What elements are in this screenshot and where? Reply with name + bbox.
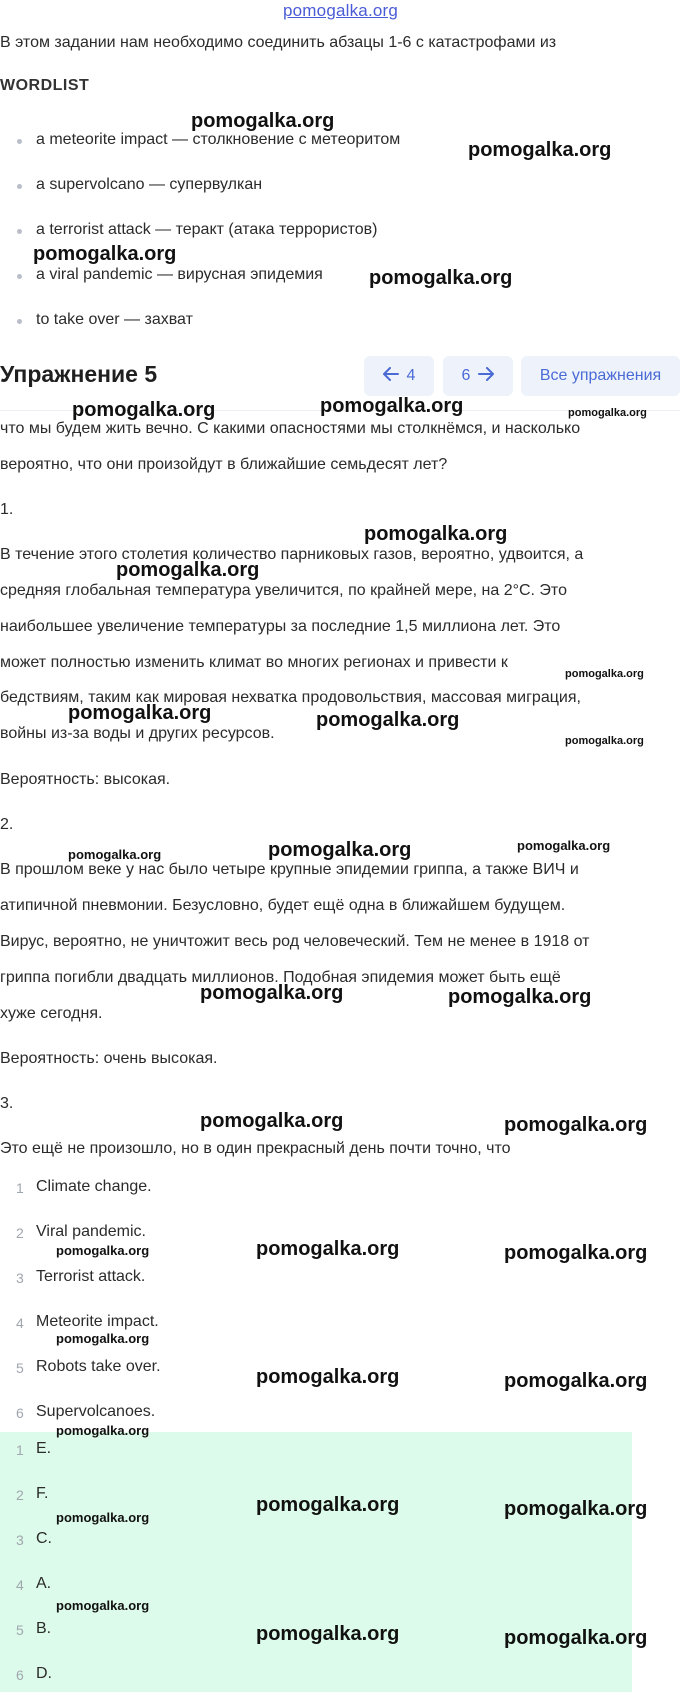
bullet-icon xyxy=(17,184,22,189)
text-line: наибольшее увеличение температуры за последние 1,5 миллиона лет. Это xyxy=(0,618,561,635)
prev-exercise-button[interactable] xyxy=(364,356,434,396)
answers-block xyxy=(0,1432,632,1692)
watermark: pomogalka.org xyxy=(504,1627,648,1649)
text-line: бедствиям, таким как мировая нехватка продовольствия, массовая миграция, xyxy=(0,689,581,706)
watermark: pomogalka.org xyxy=(200,982,344,1004)
answer-item: F. xyxy=(36,1485,49,1502)
list-item: a terrorist attack — теракт (атака террористов) xyxy=(36,221,378,238)
paragraph-number: 2. xyxy=(0,816,14,833)
list-item: Supervolcanoes. xyxy=(36,1403,156,1420)
watermark: pomogalka.org xyxy=(191,110,335,132)
watermark: pomogalka.org xyxy=(72,399,216,421)
watermark: pomogalka.org xyxy=(448,986,592,1008)
watermark: pomogalka.org xyxy=(116,559,260,581)
text-line: может полностью изменить климат во многих регионах и привести к xyxy=(0,654,508,671)
list-item: a meteorite impact — столкновение с метеоритом xyxy=(36,131,401,148)
watermark: pomogalka.org xyxy=(565,735,644,747)
watermark: pomogalka.org xyxy=(68,702,212,724)
wordlist-heading: WORDLIST xyxy=(0,77,90,94)
bullet-icon xyxy=(17,319,22,324)
text-line: В прошлом веке у нас было четыре крупные эпидемии гриппа, а также ВИЧ и xyxy=(0,861,579,878)
list-item: Climate change. xyxy=(36,1178,152,1195)
watermark: pomogalka.org xyxy=(504,1242,648,1264)
text-line: вероятно, что они произойдут в ближайшие семьдесят лет? xyxy=(0,456,448,473)
list-item: Viral pandemic. xyxy=(36,1223,146,1240)
text-line: В течение этого столетия количество парниковых газов, вероятно, удвоится, а xyxy=(0,546,584,563)
answer-number: 1 xyxy=(16,1442,24,1458)
answer-item: A. xyxy=(36,1575,52,1592)
list-item: Terrorist attack. xyxy=(36,1268,146,1285)
watermark: pomogalka.org xyxy=(256,1623,400,1645)
text-line: хуже сегодня. xyxy=(0,1005,103,1022)
probability-text: Вероятность: очень высокая. xyxy=(0,1050,218,1067)
watermark: pomogalka.org xyxy=(568,407,647,419)
watermark: pomogalka.org xyxy=(56,1243,150,1258)
text-line: Это ещё не произошло, но в один прекрасный день почти точно, что xyxy=(0,1140,511,1157)
text-line: войны из-за воды и других ресурсов. xyxy=(0,725,275,742)
watermark: pomogalka.org xyxy=(504,1498,648,1520)
list-number: 6 xyxy=(16,1405,24,1421)
arrow-right-icon xyxy=(478,367,494,386)
watermark: pomogalka.org xyxy=(33,243,177,265)
answer-item: B. xyxy=(36,1620,52,1637)
bullet-icon xyxy=(17,274,22,279)
watermark: pomogalka.org xyxy=(56,1331,150,1346)
answer-number: 3 xyxy=(16,1532,24,1548)
list-number: 5 xyxy=(16,1360,24,1376)
list-number: 4 xyxy=(16,1315,24,1331)
answer-item: E. xyxy=(36,1440,52,1457)
answer-item: D. xyxy=(36,1665,52,1682)
text-line: гриппа погибли двадцать миллионов. Подобная эпидемия может быть ещё xyxy=(0,969,561,986)
site-logo[interactable]: pomogalka.org xyxy=(283,1,399,20)
watermark: pomogalka.org xyxy=(320,395,464,417)
text-line: атипичной пневмонии. Безусловно, будет ещё одна в ближайшем будущем. xyxy=(0,897,566,914)
watermark: pomogalka.org xyxy=(256,1238,400,1260)
intro-text: В этом задании нам необходимо соединить абзацы 1-6 с катастрофами из xyxy=(0,34,557,51)
list-item: to take over — захват xyxy=(36,311,193,328)
list-number: 1 xyxy=(16,1180,24,1196)
watermark: pomogalka.org xyxy=(369,267,513,289)
bullet-icon xyxy=(17,139,22,144)
watermark: pomogalka.org xyxy=(56,1510,150,1525)
bullet-icon xyxy=(17,229,22,234)
watermark: pomogalka.org xyxy=(468,139,612,161)
list-item: a supervolcano — супервулкан xyxy=(36,176,263,193)
watermark: pomogalka.org xyxy=(256,1366,400,1388)
next-exercise-button[interactable] xyxy=(443,356,513,396)
text-line: средняя глобальная температура увеличится, по крайней мере, на 2°C. Это xyxy=(0,582,567,599)
answer-number: 5 xyxy=(16,1622,24,1638)
watermark: pomogalka.org xyxy=(504,1370,648,1392)
all-exercises-button[interactable]: Все упражнения xyxy=(521,356,680,396)
watermark: pomogalka.org xyxy=(364,523,508,545)
watermark: pomogalka.org xyxy=(316,709,460,731)
prev-exercise-label: 4 xyxy=(406,367,416,384)
watermark: pomogalka.org xyxy=(256,1494,400,1516)
arrow-left-icon xyxy=(383,367,399,386)
list-item: Robots take over. xyxy=(36,1358,161,1375)
exercise-title: Упражнение 5 xyxy=(0,361,158,387)
probability-text: Вероятность: высокая. xyxy=(0,771,171,788)
text-line: Вирус, вероятно, не уничтожит весь род человеческий. Тем не менее в 1918 от xyxy=(0,933,590,950)
watermark: pomogalka.org xyxy=(268,839,412,861)
watermark: pomogalka.org xyxy=(200,1110,344,1132)
text-line: что мы будем жить вечно. С какими опасностями мы столкнёмся, и насколько xyxy=(0,420,581,437)
watermark: pomogalka.org xyxy=(504,1114,648,1136)
watermark: pomogalka.org xyxy=(56,1598,150,1613)
watermark: pomogalka.org xyxy=(565,668,644,680)
answer-item: C. xyxy=(36,1530,52,1547)
list-number: 3 xyxy=(16,1270,24,1286)
watermark: pomogalka.org xyxy=(68,847,162,862)
list-number: 2 xyxy=(16,1225,24,1241)
watermark: pomogalka.org xyxy=(517,838,611,853)
paragraph-number: 1. xyxy=(0,501,14,518)
watermark: pomogalka.org xyxy=(56,1423,150,1438)
list-item: a viral pandemic — вирусная эпидемия xyxy=(36,266,323,283)
list-item: Meteorite impact. xyxy=(36,1313,159,1330)
answer-number: 6 xyxy=(16,1667,24,1683)
answer-number: 2 xyxy=(16,1487,24,1503)
paragraph-number: 3. xyxy=(0,1095,14,1112)
next-exercise-label: 6 xyxy=(461,367,471,384)
answer-number: 4 xyxy=(16,1577,24,1593)
